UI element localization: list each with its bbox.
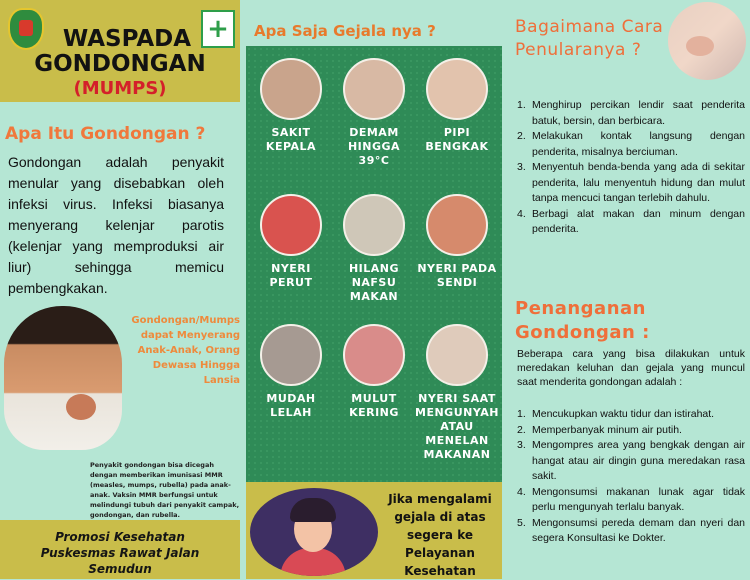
list-item: 2. Melakukan kontak langsung dengan penderita, misalnya berciuman. [517, 130, 745, 158]
list-item: 5. Mengonsumsi pereda demam dan nyeri dan segera Konsultasi ke Dokter. [517, 516, 745, 544]
affected-groups-text: Gondongan/Mumps dapat Menyerang Anak-Anak, Orang Dewasa Hingga Lansia [131, 315, 240, 386]
symptom-photo [343, 194, 405, 256]
symptom-photo [426, 324, 488, 386]
symptom-mudah-lelah: MUDAH LELAH [249, 324, 333, 420]
list-item: 4. Berbagi alat makan dan minum dengan penderita. [517, 207, 745, 235]
symptoms-heading: Apa Saja Gejala nya ? [254, 22, 436, 40]
symptom-pipi-bengkak: PIPI BENGKAK [415, 58, 499, 154]
symptom-photo [343, 324, 405, 386]
heading-penanganan: Penanganan Gondongan : [515, 298, 650, 343]
right-panel [505, 0, 750, 579]
title-mumps: (MUMPS) [73, 78, 167, 99]
list-item: 1. Menghirup percikan lendir saat penderita batuk, bersin, dan berbicara. [517, 99, 745, 127]
symptom-nyeri-mengunyah: NYERI SAAT MENGUNYAH ATAU MENELAN MAKANAN [415, 324, 499, 462]
list-item: 4. Mengonsumsi makanan lunak agar tidak perlu mengunyah terlalu banyak. [517, 485, 745, 513]
definition-text: Gondongan adalah penyakit menular yang disebabkan oleh infeksi virus. Infeksi biasanya menyerang kelenjar parotis (kelenjar yang memproduksi air liur) sehingga memicu pembengkakan. [8, 154, 224, 296]
symptom-hilang-nafsu-makan: HILANG NAFSU MAKAN [332, 194, 416, 304]
middle-panel [240, 0, 505, 579]
treatment-list [517, 407, 745, 547]
heading-apa-itu: Apa Itu Gondongan ? [5, 124, 206, 144]
list-item: 1. Mencukupkan waktu tidur dan istirahat. [517, 408, 715, 420]
health-cross-logo-icon: + [201, 10, 235, 48]
list-item: 3. Mengompres area yang bengkak dengan air hangat atau air dingin guna meredakan rasa sakit. [517, 439, 745, 482]
sick-woman-illustration [250, 488, 378, 576]
child-photo [4, 306, 122, 450]
symptom-photo [260, 324, 322, 386]
list-item: 2. Memperbanyak minum air putih. [517, 423, 682, 436]
title-banner [0, 0, 240, 102]
title-waspada: WASPADA [62, 26, 192, 52]
seek-care-banner [246, 482, 502, 579]
symptom-nyeri-sendi: NYERI PADA SENDI [415, 194, 499, 290]
list-item: 3. Menyentuh benda-benda yang ada di sekitar penderita, lalu menyentuh hidung dan mulut tanpa mencuci tangan terlebih dahulu. [517, 161, 745, 204]
symptom-photo [260, 194, 322, 256]
symptom-photo [260, 58, 322, 120]
seek-care-text: Jika mengalami gejala di atas segera ke Pelayanan Kesehatan [388, 492, 492, 578]
promo-line-3: Semudun [88, 562, 152, 576]
treatment-intro: Beberapa cara yang bisa dilakukan untuk meredakan keluhan dan gejala yang muncul saat menderita gondongan adalah : [517, 348, 745, 388]
symptom-mulut-kering: MULUT KERING [332, 324, 416, 420]
promo-line-1: Promosi Kesehatan [55, 530, 185, 544]
left-panel [0, 0, 240, 579]
symptom-photo [343, 58, 405, 120]
transmission-list [517, 98, 745, 238]
promo-banner [0, 520, 240, 579]
symptom-sakit-kepala: SAKIT KEPALA [249, 58, 333, 154]
symptom-demam: DEMAM HINGGA 39°C [332, 58, 416, 168]
hand-photo [668, 2, 746, 80]
vaccine-text: Penyakit gondongan bisa dicegah dengan memberikan imunisasi MMR (measles, mumps, rubella) pada anak-anak. Vaksin MMR berfungsi untuk melindungi tubuh dari penyakit campak, gondongan, dan rubella. [90, 461, 240, 519]
title-gondongan: GONDONGAN [34, 51, 206, 77]
promo-line-2: Puskesmas Rawat Jalan [40, 546, 200, 560]
symptoms-grid [246, 46, 502, 482]
symptom-nyeri-perut: NYERI PERUT [249, 194, 333, 290]
heading-penularan: Bagaimana Cara Penularanya ? [515, 17, 664, 60]
symptom-photo [426, 58, 488, 120]
symptom-photo [426, 194, 488, 256]
